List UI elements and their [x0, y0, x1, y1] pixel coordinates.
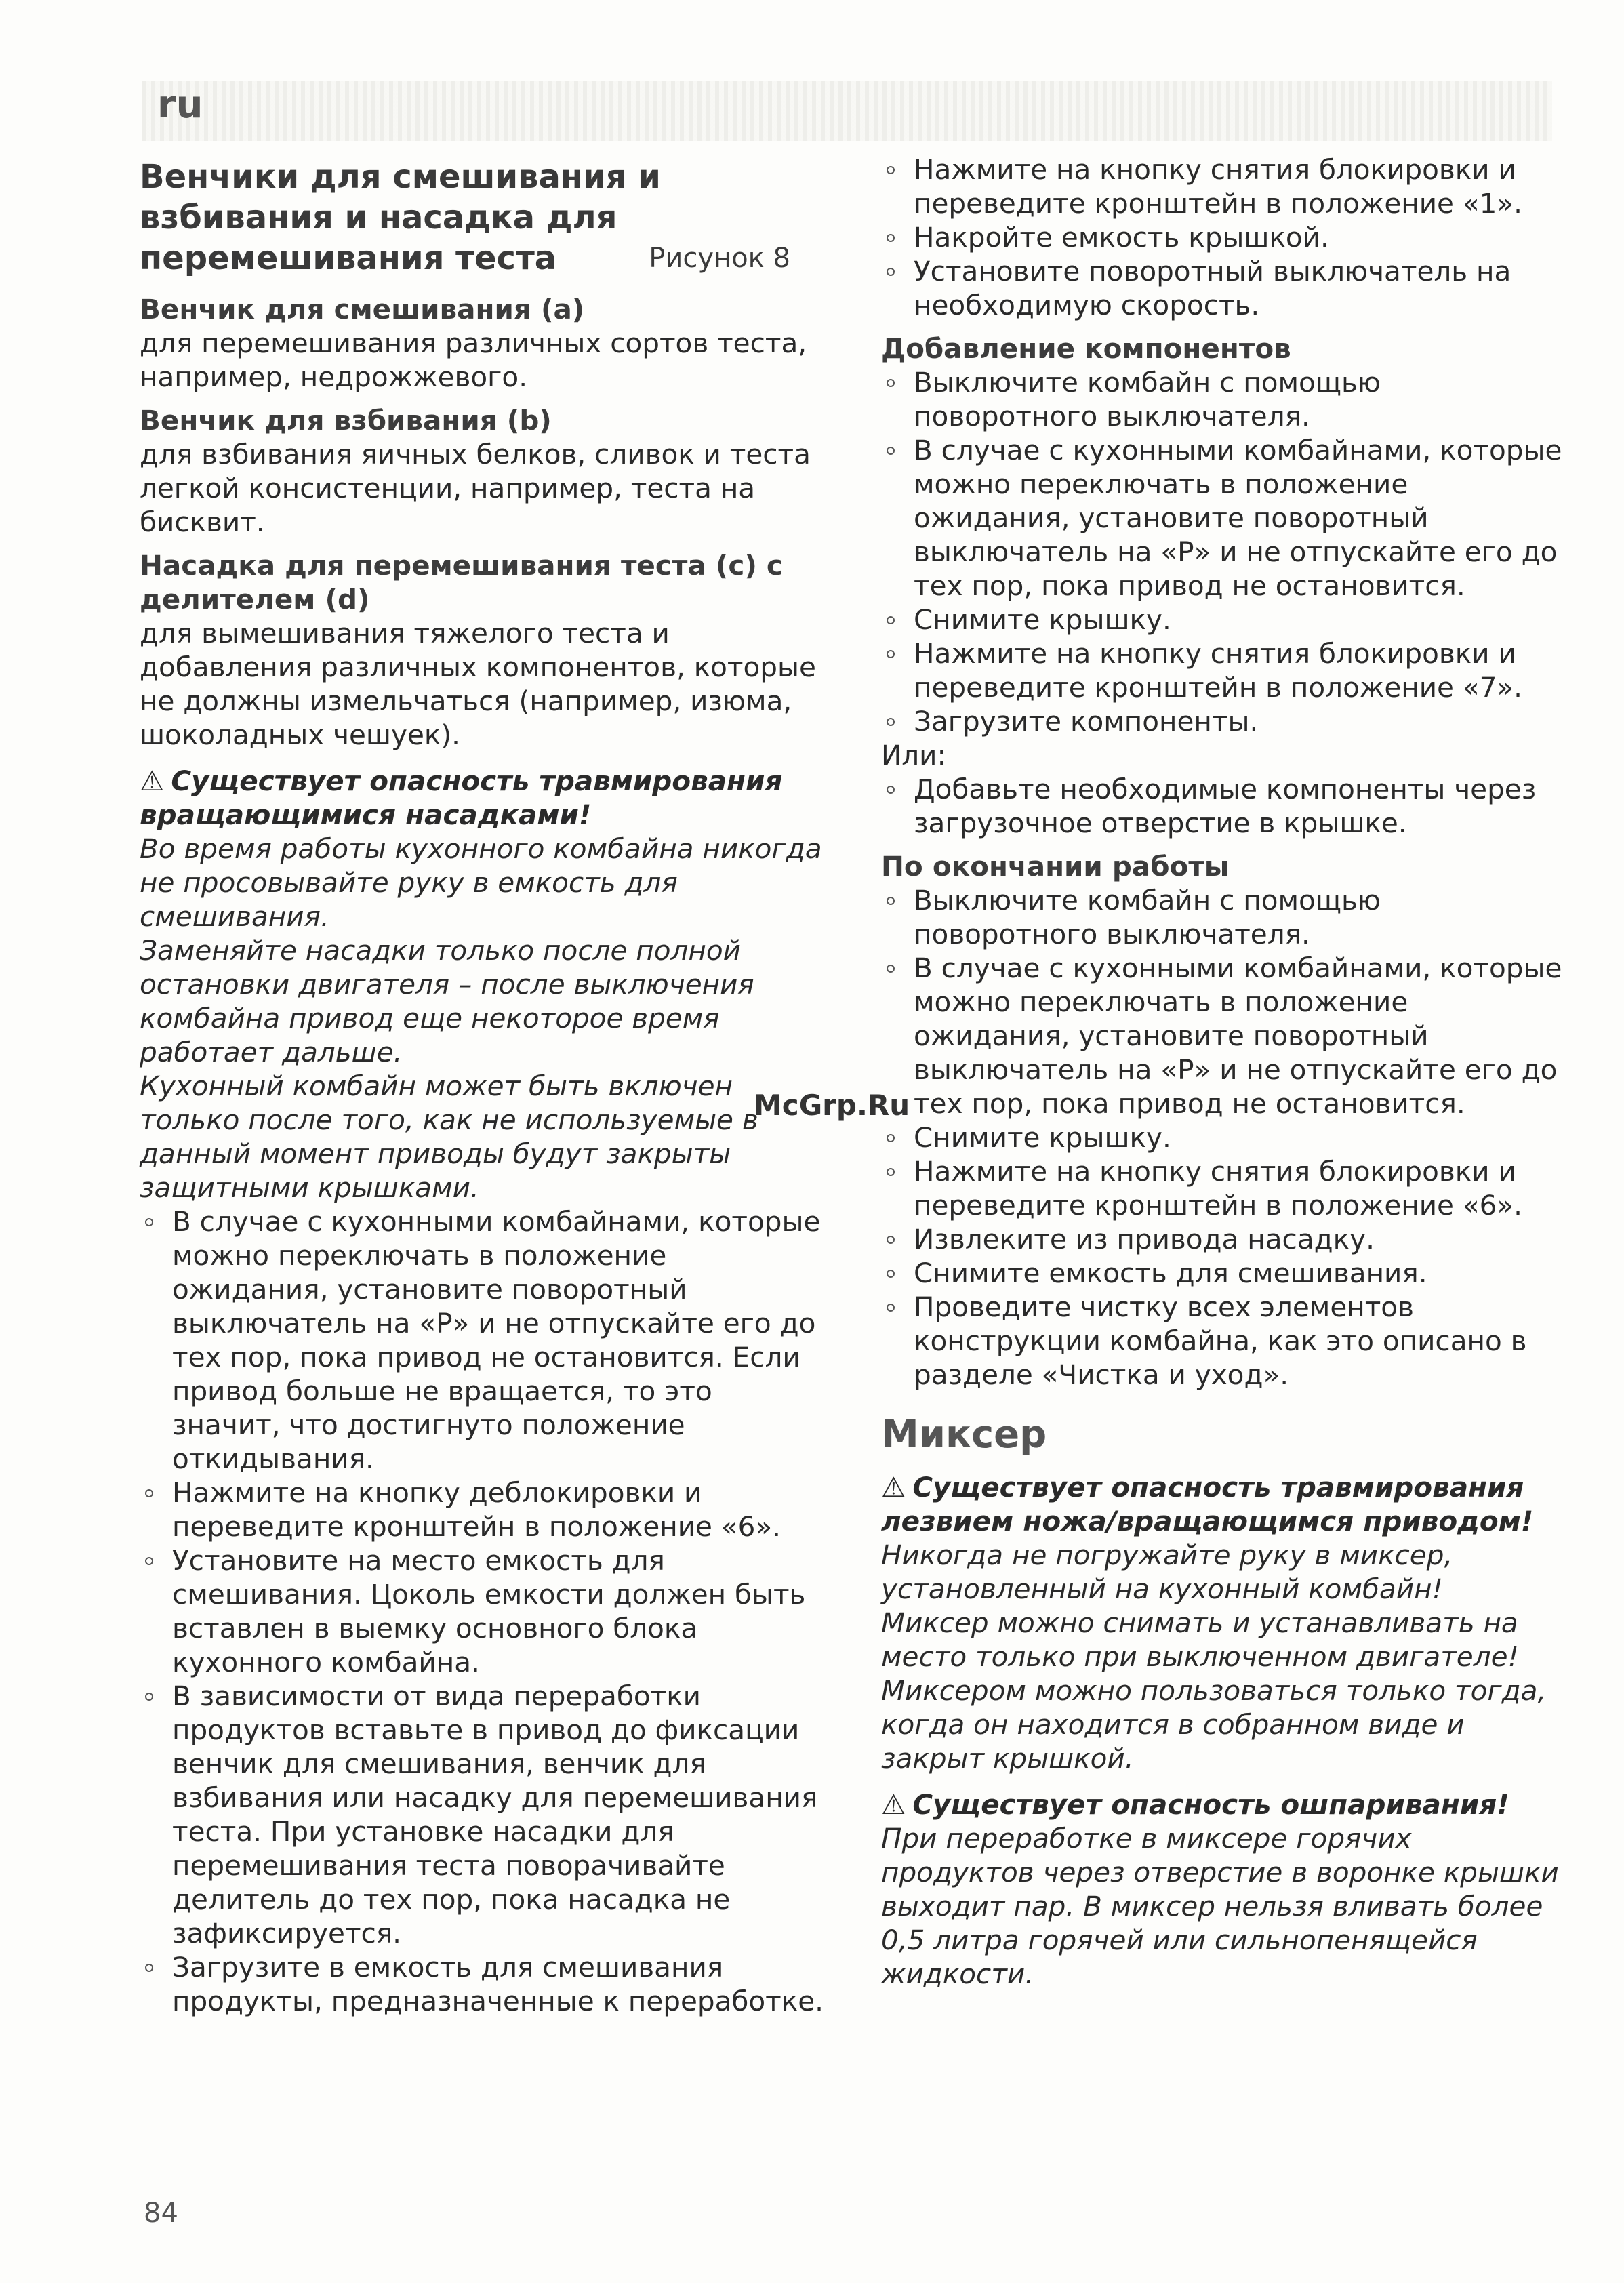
scald-warning-title: [881, 1787, 1571, 1821]
dough-hook-title: Насадка для перемешивания теста (с) с делителем (d): [140, 549, 783, 615]
add-components-list: [881, 365, 1571, 738]
scald-warning-title-text: Существует опасность ошпаривания!: [912, 1788, 1509, 1821]
whisk-b-text: для взбивания яичных белков, сливок и теста легкой консистенции, например, теста на бисквит.: [140, 438, 811, 538]
watermark: McGrp.Ru: [754, 1089, 910, 1122]
whisk-a-title: Венчик для смешивания (а): [140, 293, 585, 325]
figure-reference: Рисунок 8: [649, 243, 790, 274]
list-item: Выключите комбайн с помощью поворотного выключателя.: [881, 365, 1571, 433]
mixer-title: Миксер: [881, 1413, 1047, 1457]
dough-hook-text: для вымешивания тяжелого теста и добавления различных компонентов, которые не должны измельчаться (например, изюма, шоколадных чешуек).: [140, 617, 816, 751]
mixer-warning-text-1: Никогда не погружайте руку в миксер, установленный на кухонный комбайн!: [881, 1539, 1453, 1605]
or-label: Или:: [881, 739, 947, 771]
header-band: [142, 81, 1552, 141]
list-item: В случае с кухонными комбайнами, которые можно переключать в положение ожидания, установите поворотный выключатель на «Р» и не отпускайте его до тех пор, пока привод не остановится.: [881, 433, 1571, 603]
warning-text-1: Во время работы кухонного комбайна никогда не просовывайте руку в емкость для смешивания.: [140, 832, 822, 933]
list-item: Извлеките из привода насадку.: [881, 1222, 1571, 1256]
list-item: Загрузите компоненты.: [881, 704, 1571, 738]
section-title: [140, 157, 824, 279]
mixer-warning-title-text: Существует опасность травмирования лезвием ножа/вращающимся приводом!: [881, 1471, 1534, 1537]
list-item: Нажмите на кнопку деблокировки и переведите кронштейн в положение «6».: [140, 1476, 824, 1543]
list-item: Выключите комбайн с помощью поворотного выключателя.: [881, 883, 1571, 951]
mixer-warning-text-2: Миксер можно снимать и устанавливать на место только при выключенном двигателе!: [881, 1607, 1519, 1673]
warning-icon: ⚠: [140, 765, 165, 797]
list-item: Проведите чистку всех элементов конструкции комбайна, как это описано в разделе «Чистка и уход».: [881, 1290, 1571, 1392]
warning-icon: ⚠: [881, 1788, 906, 1821]
list-item: Снимите крышку.: [881, 603, 1571, 637]
list-item: Нажмите на кнопку снятия блокировки и переведите кронштейн в положение «6».: [881, 1154, 1571, 1222]
scald-warning-text: При переработке в миксере горячих продуктов через отверстие в воронке крышки выходит пар. В миксер нельзя вливать более 0,5 литра горячей или сильнопенящейся жидкости.: [881, 1822, 1559, 1990]
list-item: В зависимости от вида переработки продуктов вставьте в привод до фиксации венчик для смешивания, венчик для взбивания или насадку для перемешивания теста. При установке насадки для перемешивания теста поворачивайте делитель до тех пор, пока насадка не зафиксируется.: [140, 1679, 824, 1950]
left-bullet-list: [140, 1205, 824, 2018]
mixer-warning-text-3: Миксером можно пользоваться только тогда, когда он находится в собранном виде и закрыт крышкой.: [881, 1674, 1547, 1775]
list-item: Нажмите на кнопку снятия блокировки и переведите кронштейн в положение «7».: [881, 637, 1571, 704]
list-item: В случае с кухонными комбайнами, которые можно переключать в положение ожидания, установите поворотный выключатель на «Р» и не отпускайте его до тех пор, пока привод не остановится. Если привод больше не вращается, то это значит, что достигнуто положение откидывания.: [140, 1205, 824, 1476]
list-item: Установите поворотный выключатель на необходимую скорость.: [881, 254, 1571, 322]
warning-title: [140, 764, 824, 832]
warning-text-3: Кухонный комбайн может быть включен только после того, как не используемые в данный момент приводы будут закрыты защитными крышками.: [140, 1070, 758, 1204]
list-item: В случае с кухонными комбайнами, которые можно переключать в положение ожидания, установите поворотный выключатель на «Р» и не отпускайте его до тех пор, пока привод не остановится.: [881, 951, 1571, 1120]
list-item: Снимите емкость для смешивания.: [881, 1256, 1571, 1290]
right-column: [881, 153, 1571, 1991]
section-title-text: Венчики для смешивания и взбивания и насадка для перемешивания теста: [140, 158, 661, 277]
mixer-warning-title: [881, 1470, 1571, 1538]
list-item: Нажмите на кнопку снятия блокировки и переведите кронштейн в положение «1».: [881, 153, 1571, 220]
list-item: Добавьте необходимые компоненты через загрузочное отверстие в крышке.: [881, 772, 1571, 840]
list-item: Загрузите в емкость для смешивания продукты, предназначенные к переработке.: [140, 1950, 824, 2018]
warning-title-text: Существует опасность травмирования вращающимися насадками!: [140, 765, 783, 831]
add-components-list-2: [881, 772, 1571, 840]
add-components-title: Добавление компонентов: [881, 332, 1291, 365]
warning-text-2: Заменяйте насадки только после полной остановки двигателя – после выключения комбайна привод еще некоторое время работает дальше.: [140, 934, 754, 1068]
warning-icon: ⚠: [881, 1471, 906, 1503]
list-item: Накройте емкость крышкой.: [881, 220, 1571, 254]
end-of-work-list: [881, 883, 1571, 1392]
end-of-work-title: По окончании работы: [881, 850, 1230, 883]
left-column: [140, 153, 824, 2018]
whisk-a-text: для перемешивания различных сортов теста, например, недрожжевого.: [140, 327, 807, 393]
list-item: Снимите крышку.: [881, 1120, 1571, 1154]
list-item: Установите на место емкость для смешивания. Цоколь емкости должен быть вставлен в выемку основного блока кухонного комбайна.: [140, 1543, 824, 1679]
page-number: 84: [144, 2198, 178, 2229]
language-code: ru: [157, 83, 203, 127]
whisk-b-title: Венчик для взбивания (b): [140, 404, 552, 437]
right-top-bullet-list: [881, 153, 1571, 322]
